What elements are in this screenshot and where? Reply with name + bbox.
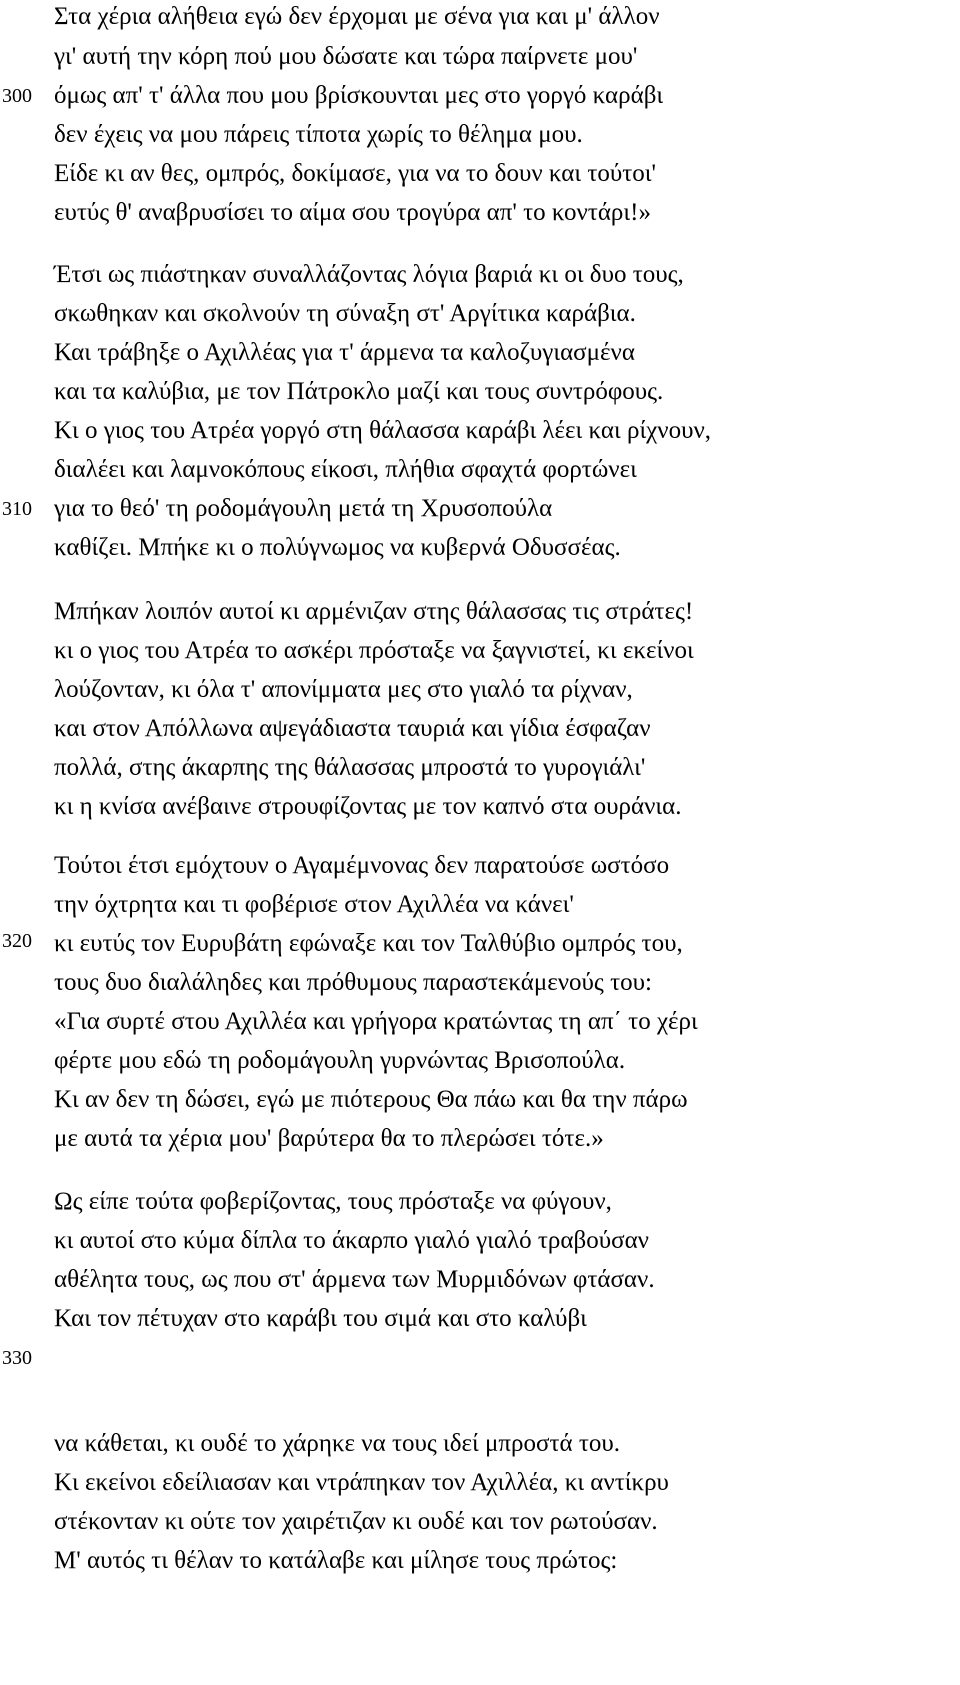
- verse-line: πολλά, στης άκαρπης της θάλασσας μπροστά το γυρογιάλι': [54, 754, 646, 781]
- verse-line: Κι αν δεν τη δώσει, εγώ με πιότερους Θα πάω και θα την πάρω: [54, 1086, 688, 1113]
- verse-line: αθέλητα τους, ως που στ' άρμενα των Μυρμιδόνων φτάσαν.: [54, 1266, 655, 1293]
- verse-line: να κάθεται, κι ουδέ το χάρηκε να τους ιδεί μπροστά του.: [54, 1430, 621, 1457]
- verse-line: Τούτοι έτσι εμόχτουν ο Αγαμέμνονας δεν παρατούσε ωστόσο: [54, 852, 670, 879]
- verse-line: «Για συρτέ στου Αχιλλέα και γρήγορα κρατώντας τη απ΄ το χέρι: [54, 1008, 698, 1035]
- verse-line: Είδε κι αν θες, ομπρός, δοκίμασε, για να το δουν και τούτοι': [54, 160, 657, 187]
- verse-line: κι η κνίσα ανέβαινε στρουφίζοντας με τον καπνό στα ουράνια.: [54, 793, 682, 820]
- verse-line: τους δυο διαλάληδες και πρόθυμους παραστεκάμενούς του:: [54, 969, 652, 996]
- verse-line: Στα χέρια αλήθεια εγώ δεν έρχομαι με σένα για και μ' άλλον: [54, 3, 660, 30]
- verse-line: την όχτρητα και τι φοβέρισε στον Αχιλλέα να κάνει': [54, 891, 574, 918]
- line-number-320: 320: [2, 930, 32, 952]
- verse-line: καθίζει. Μπήκε κι ο πολύγνωμος να κυβερνά Οδυσσέας.: [54, 534, 621, 561]
- verse-line: Και τον πέτυχαν στο καράβι του σιμά και στο καλύβι: [54, 1305, 587, 1332]
- verse-line: διαλέει και λαμνοκόπους είκοσι, πλήθια σφαχτά φορτώνει: [54, 456, 637, 483]
- verse-line: Έτσι ως πιάστηκαν συναλλάζοντας λόγια βαριά κι οι δυο τους,: [54, 261, 684, 288]
- verse-line: με αυτά τα χέρια μου' βαρύτερα θα το πλερώσει τότε.»: [54, 1125, 604, 1152]
- verse-line: γι' αυτή την κόρη πού μου δώσατε και τώρα παίρνετε μου': [54, 43, 638, 70]
- verse-line: Κι εκείνοι εδείλιασαν και ντράπηκαν τον Αχιλλέα, κι αντίκρυ: [54, 1469, 669, 1496]
- verse-line: και στον Απόλλωνα αψεγάδιαστα ταυριά και γίδια έσφαζαν: [54, 715, 651, 742]
- line-number-330: 330: [2, 1347, 32, 1369]
- verse-line: Μπήκαν λοιπόν αυτοί κι αρμένιζαν στης θάλασσας τις στράτες!: [54, 598, 694, 625]
- line-number-310: 310: [2, 498, 32, 520]
- verse-line: ευτύς θ' αναβρυσίσει το αίμα σου τρογύρα απ' το κοντάρι!»: [54, 199, 651, 226]
- verse-line: στέκονταν κι ούτε τον χαιρέτιζαν κι ουδέ και τον ρωτούσαν.: [54, 1508, 658, 1535]
- verse-line: κι αυτοί στο κύμα δίπλα το άκαρπο γιαλό γιαλό τραβούσαν: [54, 1227, 649, 1254]
- verse-line: Κι ο γιος του Ατρέα γοργό στη θάλασσα καράβι λέει και ρίχνουν,: [54, 417, 712, 444]
- verse-line: για το θεό' τη ροδομάγουλη μετά τη Χρυσοπούλα: [54, 495, 553, 522]
- verse-line: Μ' αυτός τι θέλαν το κατάλαβε και μίλησε τους πρώτος:: [54, 1547, 618, 1574]
- verse-line: σκωθηκαν και σκολνούν τη σύναξη στ' Αργίτικα καράβια.: [54, 300, 636, 327]
- verse-line: και τα καλύβια, με τον Πάτροκλο μαζί και τους συντρόφους.: [54, 378, 664, 405]
- verse-line: Ως είπε τούτα φοβερίζοντας, τους πρόσταξε να φύγουν,: [54, 1188, 612, 1215]
- verse-line: κι ο γιος του Ατρέα το ασκέρι πρόσταξε να ξαγνιστεί, κι εκείνοι: [54, 637, 694, 664]
- line-number-300: 300: [2, 85, 32, 107]
- verse-line: κι ευτύς τον Ευρυβάτη εφώναξε και τον Ταλθύβιο ομπρός του,: [54, 930, 683, 957]
- verse-line: Και τράβηξε ο Αχιλλέας για τ' άρμενα τα καλοζυγιασμένα: [54, 339, 635, 366]
- verse-line: όμως απ' τ' άλλα που μου βρίσκουνται μες στο γοργό καράβι: [54, 82, 664, 109]
- verse-line: λούζονταν, κι όλα τ' απονίμματα μες στο γιαλό τα ρίχναν,: [54, 676, 633, 703]
- verse-line: δεν έχεις να μου πάρεις τίποτα χωρίς το θέλημα μου.: [54, 121, 583, 148]
- verse-line: φέρτε μου εδώ τη ροδομάγουλη γυρνώντας Βρισοπούλα.: [54, 1047, 626, 1074]
